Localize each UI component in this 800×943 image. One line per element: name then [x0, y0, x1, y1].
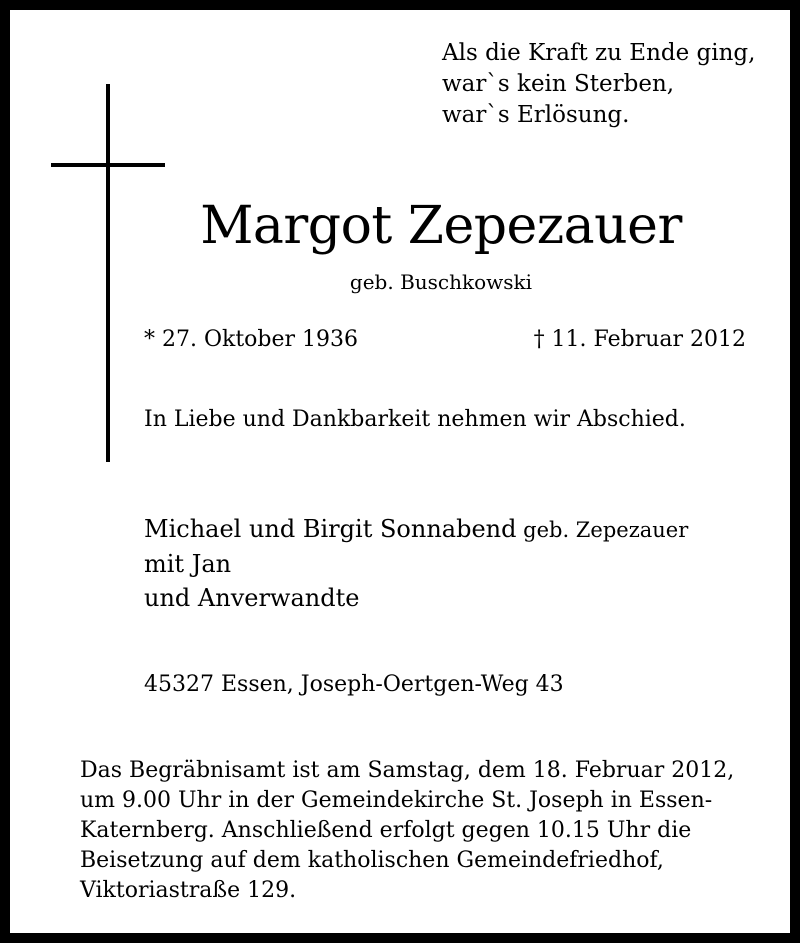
mourners-line: und Anverwandte [144, 584, 360, 612]
death-date: † 11. Februar 2012 [533, 327, 746, 352]
farewell-text: In Liebe und Dankbarkeit nehmen wir Abschied. [144, 407, 686, 432]
poem-line: Als die Kraft zu Ende ging, [442, 40, 756, 66]
funeral-line: Beisetzung auf dem katholischen Gemeindefriedhof, [80, 848, 664, 873]
funeral-line: um 9.00 Uhr in der Gemeindekirche St. Joseph in Essen- [80, 788, 713, 813]
cross-icon-bar [51, 163, 165, 167]
mourners-block [144, 512, 688, 615]
poem-line: war`s kein Sterben, [442, 71, 675, 97]
funeral-line: Das Begräbnisamt ist am Samstag, dem 18. Februar 2012, [80, 758, 735, 783]
funeral-line: Katernberg. Anschließend erfolgt gegen 10.15 Uhr die [80, 818, 692, 843]
mourners-names: Michael und Birgit Sonnabend [144, 515, 517, 543]
mourners-line [144, 512, 688, 547]
family-address: 45327 Essen, Joseph-Oertgen-Weg 43 [144, 672, 564, 697]
birth-date: * 27. Oktober 1936 [144, 327, 359, 352]
mourners-line: mit Jan [144, 550, 232, 578]
poem-verse [442, 38, 755, 131]
poem-line: war`s Erlösung. [442, 102, 630, 128]
funeral-notice [80, 756, 734, 906]
funeral-line: Viktoriastraße 129. [80, 878, 297, 903]
birth-name: geb. Buschkowski [349, 270, 533, 294]
mourners-maiden-name: geb. Zepezauer [516, 518, 689, 542]
deceased-name: Margot Zepezauer [200, 196, 682, 256]
